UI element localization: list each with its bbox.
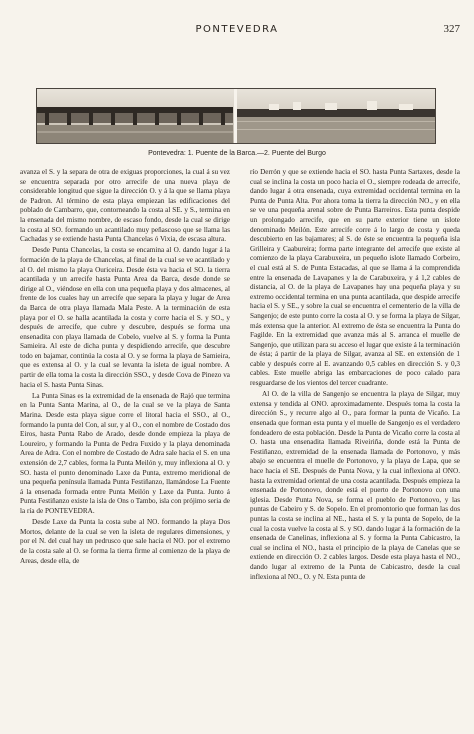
paragraph: Al O. de la villa de Sangenjo se encuentra la playa de Silgar, muy extensa y tendida al ONO. aproximadamente. Después toma la costa la dirección S., y recurre algo al O., para formar la punta de Vicaño. La ensenada que forman esta punta y el muelle de Sangenjo es el verdadero fondeadero de esta población. Desde la Punta de Vicaño corre la costa al O. hasta una ensenadita llamada Riveiriña, donde está la Punta de Festiñanzo, extremidad de la ensenada llamada de Portonovo, y más abajo se encuentra el muelle de Portonovo, y la playa de Lapa, que se hace hacia el SE. Después de Punta Nova, y la cual inflexiona al ONO. hasta la extremidad oriental de una costa acantilada. Después empieza la ensenada de Portonovo, donde está el puerto de Portonovo con una iglesia. Desde Punta Nova, se forma el pueblo de Portonovo, y las puntas de Cabeiro y S. de Sopelo. En el promontorio que forman las dos puntas la costa se inclina al NE., hasta el S. y la punta de Sopelo, de la cual la costa vuelve la costa al S. y SO. dando lugar á la formación de la ensenada de Canelinas, inflexiona al S. y forma la Punta Cabicastro, la cual se inclina el NO., hasta el principio de la playa de Canelas que se extiende en dirección O. 2 cables largos. Desde esta playa hasta el NO., dando lugar al extremo de la Punta de Cabicastro, desde la cual inflexiona al NO., O. y N. Esta punta de	[250, 390, 460, 581]
paragraph: La Punta Sinas es la extremidad de la ensenada de Rajó que termina en la Punta Santa Marina, al O., de la cual se ve la playa de Santa Marina. Desde esta playa sigue corre el litoral hacia el SSO., al O., formando la punta del Con, al sur, y al O., con el nombre de Costado dos Eiros, hasta Punta Rabo de Arado, desde donde empieza la playa de Loureiro, y formando la Punta de Pedra Fuxido y la playa denominada Area de Adra. Con el nombre de Costado de Adra sale hacia el S. en una extensión de 2,7 cables, forma la Punta Meilón y, muy inflexiona al O. y SO. hasta el punto denominado Laxe da Punta, extremo meridional de una pequeña península llamada Punta Festiñanzo, llamándose La Fuente á la ensenada formada entre Punta Meilón y Laxe da Punta. Junto á Punta Festiñanzo existe la isla de Ons o Tambo, isla con prójimo seria de la ría de PONTEVEDRA.	[20, 391, 230, 515]
paragraph: río Derrón y que se extiende hacia el SO. hasta Punta Sartaxes, desde la cual se inclina la costa un poco hacia el O., siempre rodeada de arrecife, dando lugar á otra ensenada, cuya extremidad occidental termina en la Punta de Punta Alta. Por ahora toma la tierra la dirección NO., y en ella se ve una pequeña arenal sobre de Punta Barreiros. Esta punta despide un prolongado arrecife, que en su parte exterior tiene un islote denominado Meilón. Este arrecife corre á lo largo de costa y queda descubierto en las bajamares; al S. de éste se encuentra la pequeña isla Grilleira y Caabureira; forma parte integrante del arrecife que existe al comienzo de la playa Carabuxeira, un pequeño islote llamado Corbeiro, el cual está al S. de Punta Estacadas, al que se llama á la comprendida entre la ensenada de Lavapanes y la de Carabuxeira, y á 1,2 cables de distancia, al O. de la playa de Lavapanes hay una pequeña playa y su extremo occidental termina en una punta acantilada, que despide arrecife hacia el S. y SE., y sobre la cual se encuentra el cementerio de la villa de Sangenjo; de este punto corre la costa al O. y se forma la playa de Silgar, más extensa que la anterior. Al extremo de ésta se encuentra la Punta do Fagilde. En la extremidad que avanza más al S. arranca el muelle de Sangenjo, que utilizan para su acceso el lugar que existe á la terminación de ésta; á partir de la playa de Silgar, avanza al SE. en extensión de 1 cable y después corre al E. avanzando 0,5 cables en dirección S. y 0,3 cables. Este muelle abriga las embarcaciones de poco calado para resguardarse de los vientos del tercer cuadrante.	[250, 168, 460, 388]
page-number: 327	[443, 23, 460, 35]
left-text-column	[20, 168, 230, 724]
paragraph: Desde Laxe da Punta la costa sube al NO. formando la playa Dos Mortos, delante de la cual se ven la isleta de regulares dimensiones, y por el N. del cual hay un pedrusco que sale hacia el NO. por el extremo de la costa sale al O. se forma la tierra firme al comienzo de la playa de Areas, desde ella, de	[20, 518, 230, 565]
figure-caption: Pontevedra: 1. Puente de la Barca.—2. Puente del Burgo	[148, 150, 326, 157]
right-text-column	[250, 168, 460, 724]
photo-plate	[36, 88, 436, 144]
running-title: PONTEVEDRA	[195, 24, 279, 35]
paragraph: Desde Punta Chancelas, la costa se encamina al O. dando lugar á la formación de la playa de Chancelas, al final de la cual se ve acantilado y al O. del mismo la playa Ouriceira. Desde ésta va hacia el SO. la tierra acantilada y un arrecife hasta Punta Area da Barca, desde donde se dirige al O., viéndose en ella con una pequeña playa y dos almacenes, al frente de los cuales hay un arrecife que separa la playa y lugar de Area da Barca de otra playa llamada Mala Peste. A la terminación de esta playa por el O. se halla acantilada la costa y corre hacia el S. y SO., y después de arrecife, que cubre y descubre, después se forma una ensenadita con playa llamada de Cobelo, vuelve al S. y forma la Punta Samieira. Al este de dicha punta y despidiendo arrecife, que descubre todo en bajamar, continúa la costa al O. y se forma la playa de Samieira, que es extensa al O. y la cual se levanta la isleta de igual nombre. A partir de ella toma la costa la dirección SSO., y desde Cova de Pinezo va hacia el S. hasta Punta Sinas.	[20, 246, 230, 389]
paragraph: avanza el S. y la separa de otra de exiguas proporciones, la cual á su vez se encuentra separada por otro arrecife de una nueva playa de considerable longitud que sigue la dirección O. y á la que se llama playa de Padron. Al término de esta playa empiezan las edificaciones del poblado de Cambarro, que, contorneando la costa al SE. y S., termina en la ensenada del mismo nombre, de escaso fondo, desde la cual se dirige la costa al SO. formando un acantilado muy peñascoso que se llama las Cachadas y se extiende hasta Punta Chancelas ó Vixia, de escasa altura.	[20, 168, 230, 244]
panorama-photo	[37, 89, 435, 143]
